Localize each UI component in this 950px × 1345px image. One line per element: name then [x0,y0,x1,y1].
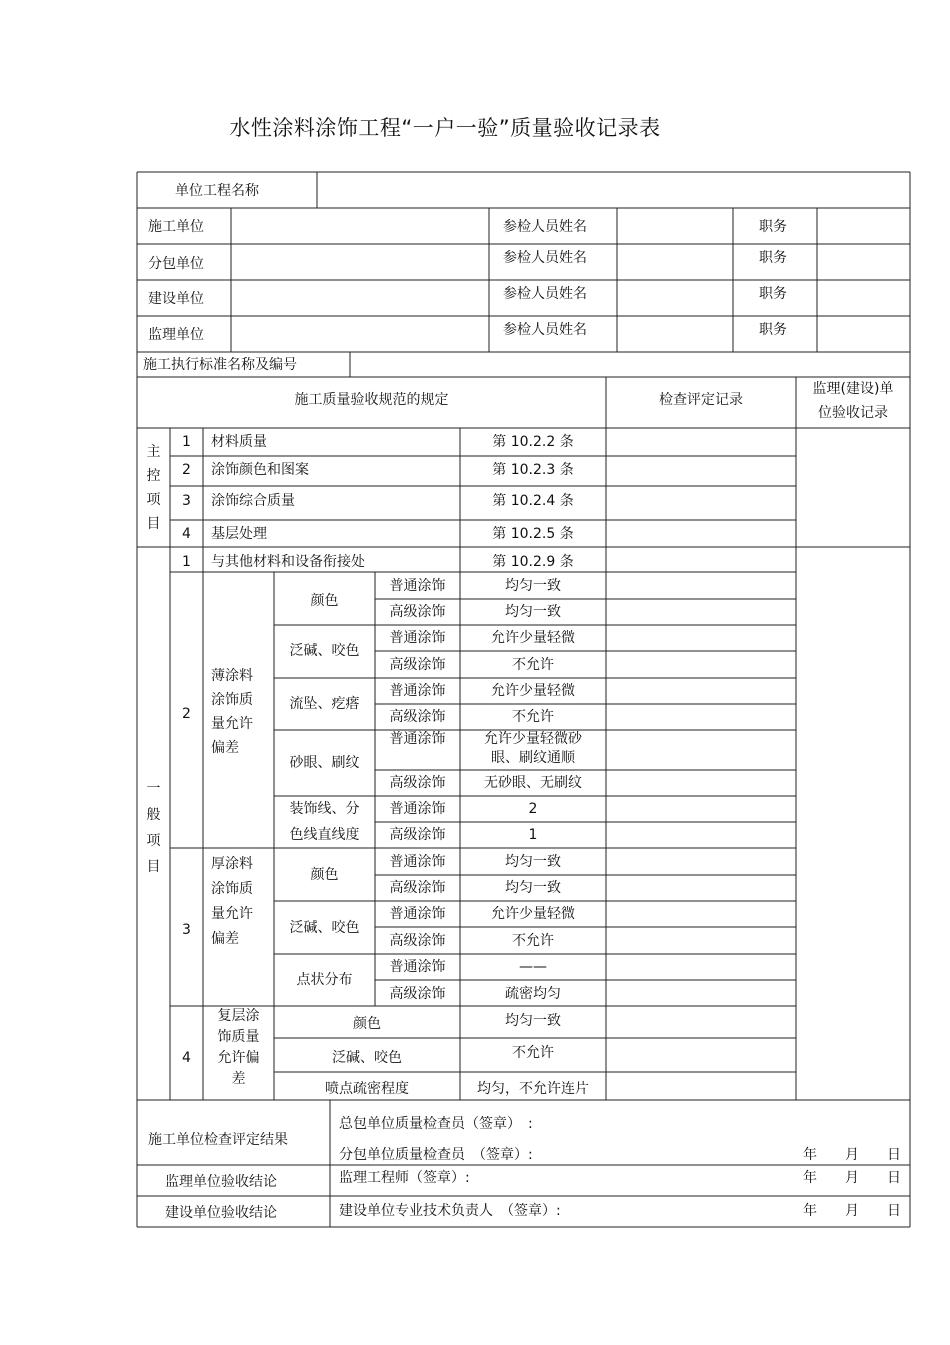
inspector-name-label-3: 参检人员姓名 [503,286,587,302]
main-control-label-2: 控 [146,468,161,484]
item3-high-value: 均匀一致 [505,880,561,896]
item2-row-name: 颜色 [310,593,339,609]
sub-inspector-label: 分包单位质量检查员 （签章）: [339,1147,533,1163]
position-label-2: 职务 [759,250,787,266]
supervisor-label: 监理工程师（签章）: [339,1170,470,1186]
item2-high-value: 不允许 [512,657,554,673]
date-month: 月 [845,1170,859,1186]
main-item-no: 3 [182,493,191,509]
item2-normal-value: 允许少量轻微 [491,630,575,646]
item2-high-value: 1 [528,827,538,843]
item2-group-line4: 偏差 [211,740,239,756]
grade-normal: 普通涂饰 [389,630,446,646]
item2-row-name-line1: 装饰线、分 [289,801,360,817]
item3-group-line1: 厚涂料 [211,856,253,872]
grade-high: 高级涂饰 [389,933,446,949]
main-item-clause: 第 10.2.4 条 [492,493,574,509]
date-year: 年 [803,1203,817,1219]
date-month: 月 [845,1203,859,1219]
item4-row-name: 喷点疏密程度 [325,1081,409,1097]
main-item-no: 4 [182,526,191,542]
general-item-no: 1 [182,554,191,570]
general-label-3: 项 [146,833,161,849]
item4-group-line4: 差 [231,1071,246,1087]
main-item-name: 涂饰综合质量 [211,493,295,509]
client-unit-label: 建设单位 [148,291,204,307]
grade-normal: 普通涂饰 [389,906,446,922]
item4-row-name: 泛碱、咬色 [332,1050,402,1066]
item2-normal-value-line1: 允许少量轻微砂 [484,731,582,747]
construction-unit-label: 施工单位 [148,219,204,235]
item3-group-line2: 涂饰质 [211,881,253,897]
item2-group-line2: 涂饰质 [211,692,253,708]
record-header: 检查评定记录 [659,392,743,408]
grade-high: 高级涂饰 [389,986,446,1002]
main-item-no: 2 [182,462,191,478]
general-item-clause: 第 10.2.9 条 [492,554,574,570]
subcontract-unit-label: 分包单位 [148,256,204,272]
grade-high: 高级涂饰 [389,827,446,843]
acceptance-header-line2: 位验收记录 [818,405,888,421]
general-item-name: 与其他材料和设备衔接处 [211,554,365,570]
grade-normal: 普通涂饰 [389,959,446,975]
main-item-name: 涂饰颜色和图案 [211,462,309,478]
unit-project-name-label: 单位工程名称 [175,183,259,199]
main-control-label-3: 项 [146,492,161,508]
item2-group-line3: 量允许 [211,716,253,732]
inspector-name-label-2: 参检人员姓名 [503,250,587,266]
item2-row-name: 砂眼、刷纹 [289,755,360,771]
item4-group-line3: 允许偏 [217,1050,260,1066]
general-inspector-label: 总包单位质量检查员（签章） : [339,1116,533,1132]
main-item-name: 材料质量 [211,434,267,450]
general-label-1: 一 [146,781,161,797]
general-label-4: 目 [146,859,161,875]
item3-normal-value: 均匀一致 [505,854,561,870]
supervision-conclusion-label: 监理单位验收结论 [165,1174,277,1190]
acceptance-header-line1: 监理(建设)单 [812,381,894,397]
date-day: 日 [887,1170,901,1186]
item3-normal-value: —— [519,959,547,975]
client-conclusion-label: 建设单位验收结论 [165,1205,277,1221]
main-item-clause: 第 10.2.3 条 [492,462,574,478]
date-day: 日 [887,1147,901,1163]
inspector-name-label-1: 参检人员姓名 [503,219,587,235]
supervision-unit-label: 监理单位 [148,327,204,343]
grade-normal: 普通涂饰 [389,578,446,594]
item2-normal-value: 允许少量轻微 [491,683,575,699]
item2-group-line1: 薄涂料 [211,668,253,684]
general-item-no: 2 [182,706,191,722]
main-control-label-1: 主 [146,444,161,460]
grade-normal: 普通涂饰 [389,731,446,747]
item2-row-name: 流坠、疙瘩 [289,696,360,712]
standard-name-label: 施工执行标准名称及编号 [143,357,297,373]
item4-value: 均匀一致 [505,1013,561,1029]
inspector-name-label-4: 参检人员姓名 [503,322,587,338]
date-day: 日 [887,1203,901,1219]
item3-high-value: 不允许 [512,933,554,949]
item3-group-line3: 量允许 [211,906,253,922]
general-item-no: 3 [182,922,191,938]
item2-high-value: 均匀一致 [505,604,561,620]
item2-normal-value-line2: 眼、刷纹通顺 [491,750,575,766]
item2-high-value: 无砂眼、无刷纹 [484,775,582,791]
grade-high: 高级涂饰 [389,775,446,791]
main-item-clause: 第 10.2.5 条 [492,526,574,542]
position-label-1: 职务 [759,219,787,235]
item3-row-name: 点状分布 [296,972,353,988]
item3-row-name: 颜色 [310,867,339,883]
item4-row-name: 颜色 [353,1016,381,1032]
general-item-no: 4 [182,1050,191,1066]
item2-row-name: 泛碱、咬色 [289,643,360,659]
grade-high: 高级涂饰 [389,880,446,896]
item3-normal-value: 允许少量轻微 [491,906,575,922]
item3-high-value: 疏密均匀 [505,986,561,1002]
position-label-3: 职务 [759,286,787,302]
position-label-4: 职务 [759,322,787,338]
item2-normal-value: 均匀一致 [505,578,561,594]
spec-header: 施工质量验收规范的规定 [294,392,449,408]
date-year: 年 [803,1170,817,1186]
date-month: 月 [845,1147,859,1163]
main-control-label-4: 目 [146,516,161,532]
grade-high: 高级涂饰 [389,657,446,673]
item2-row-name-line2: 色线直线度 [289,827,360,843]
date-year: 年 [803,1147,817,1163]
main-item-clause: 第 10.2.2 条 [492,434,574,450]
main-item-no: 1 [182,434,191,450]
grade-normal: 普通涂饰 [389,683,446,699]
item4-group-line1: 复层涂 [217,1008,260,1024]
item3-row-name: 泛碱、咬色 [289,920,360,936]
page-title: 水性涂料涂饰工程“一户一验”质量验收记录表 [229,116,661,140]
item3-group-line4: 偏差 [211,931,239,947]
item4-value: 不允许 [512,1045,554,1061]
item4-value: 均匀，不允许连片 [477,1081,589,1097]
client-tech-label: 建设单位专业技术负责人 （签章）: [339,1203,561,1219]
main-item-name: 基层处理 [211,526,267,542]
grade-high: 高级涂饰 [389,604,446,620]
item2-normal-value: 2 [528,801,538,817]
grade-high: 高级涂饰 [389,709,446,725]
grade-normal: 普通涂饰 [389,801,446,817]
grade-normal: 普通涂饰 [389,854,446,870]
construction-result-label: 施工单位检查评定结果 [148,1132,288,1148]
item2-high-value: 不允许 [512,709,554,725]
general-label-2: 般 [146,807,161,823]
item4-group-line2: 饰质量 [217,1029,260,1045]
